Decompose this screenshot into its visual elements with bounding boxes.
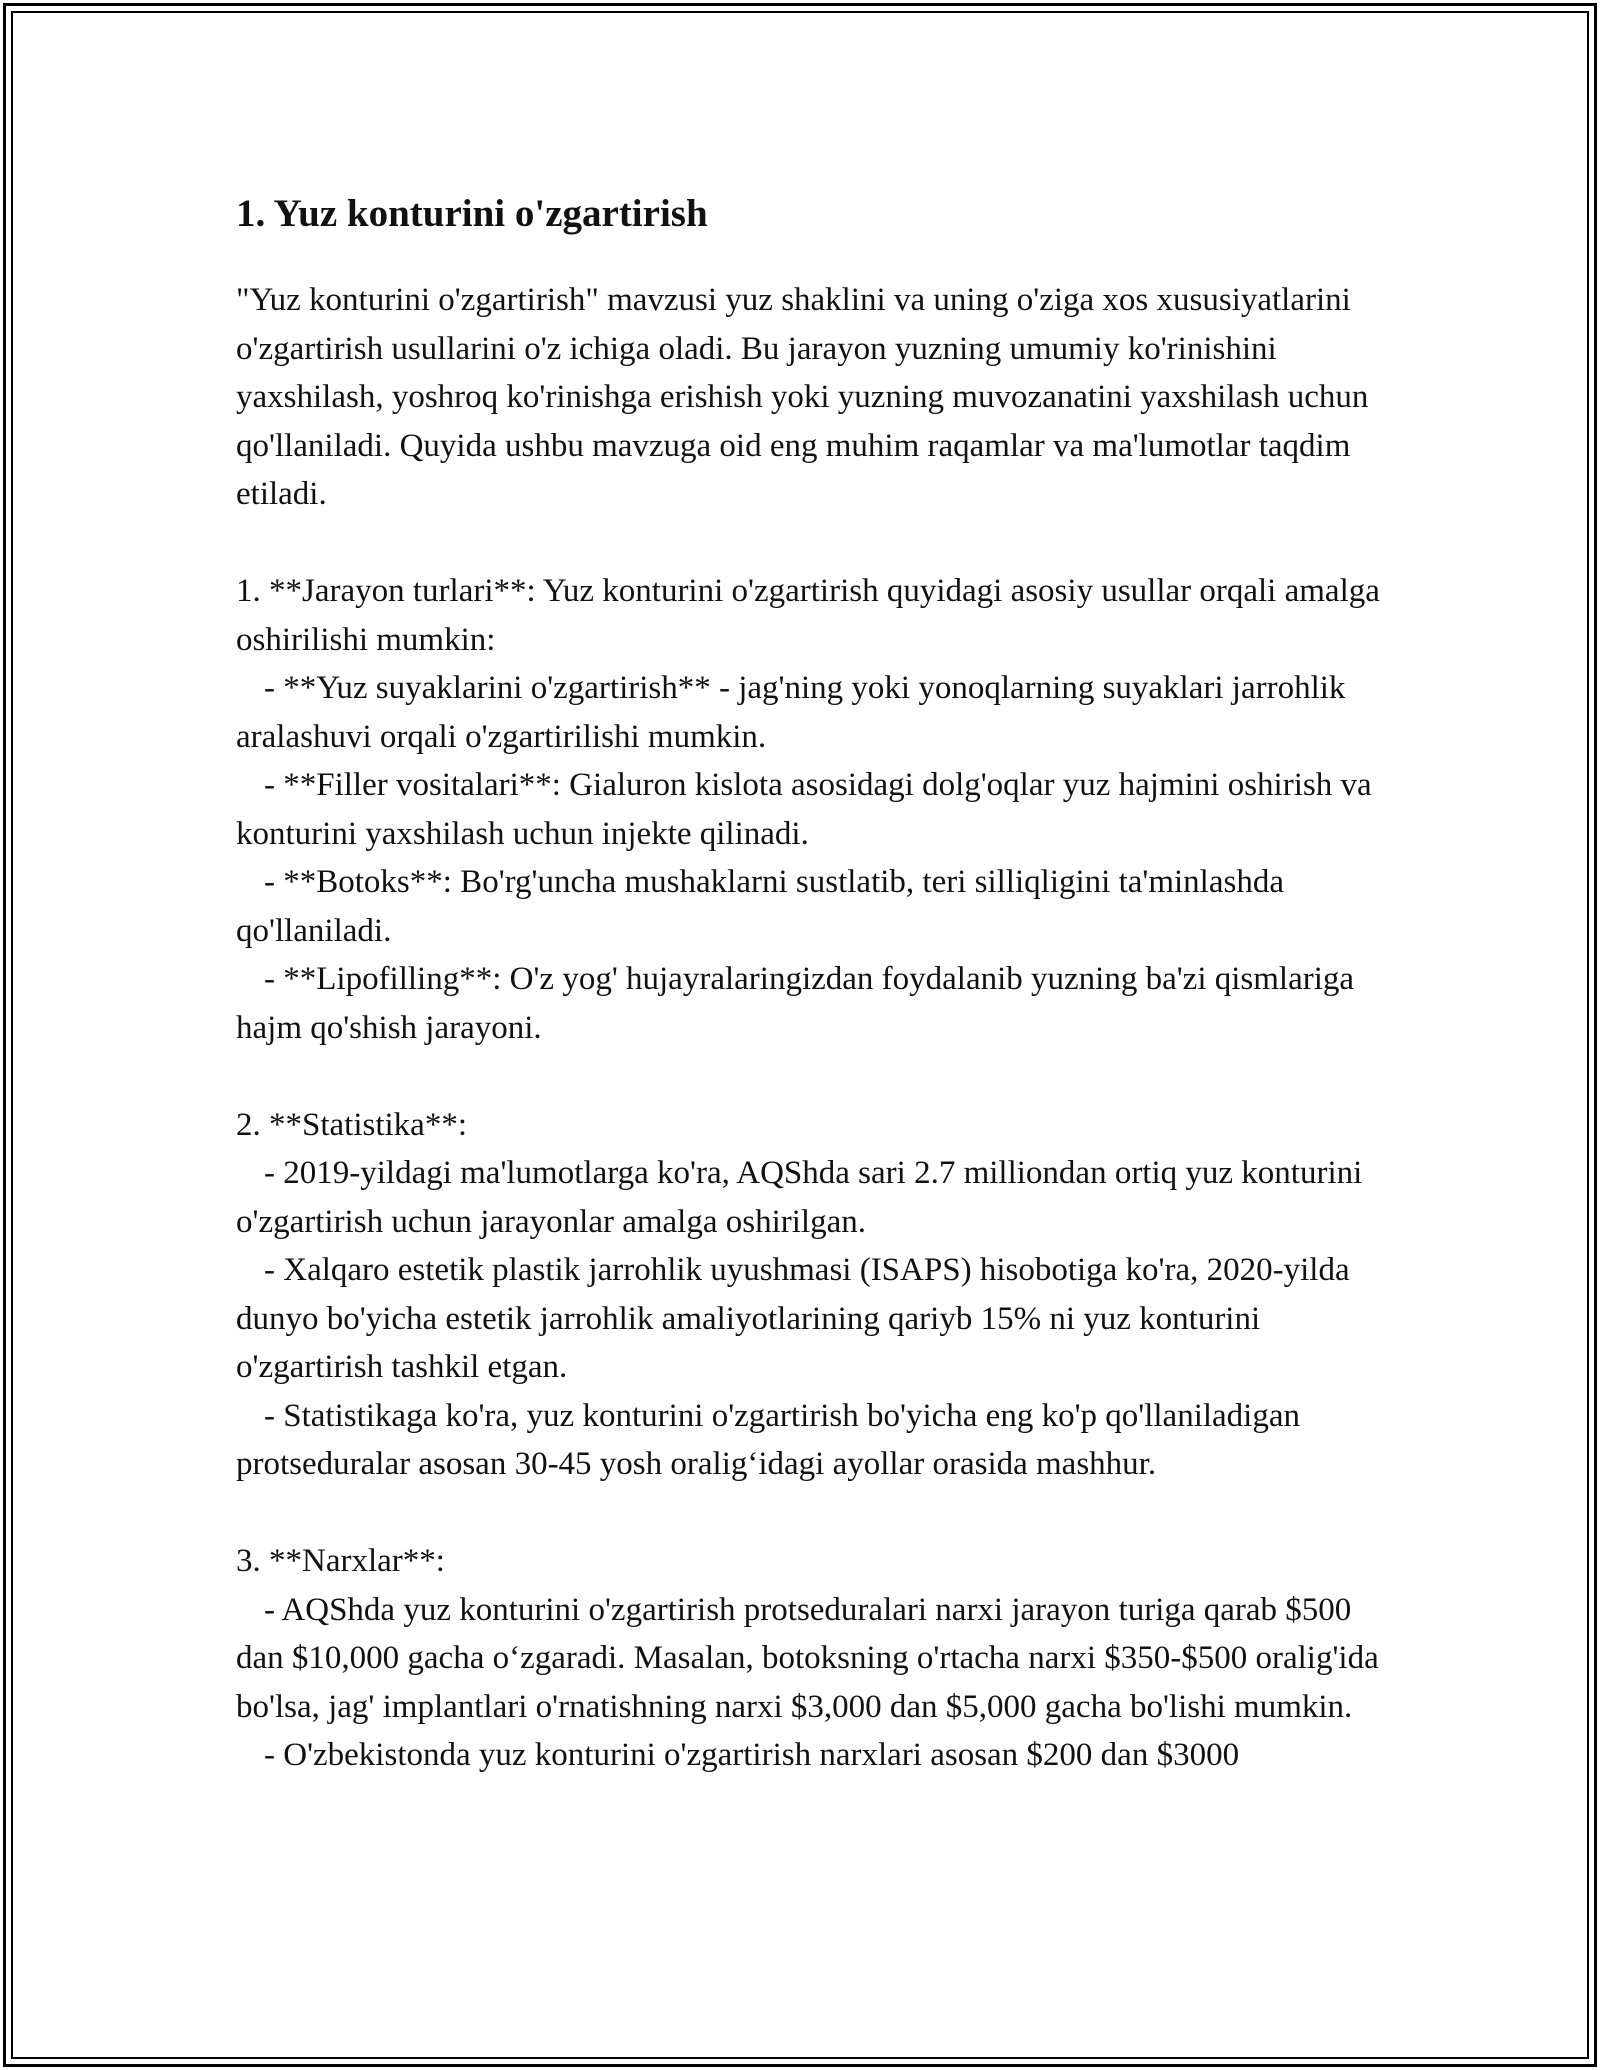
list-item: - Statistikaga ko'ra, yuz konturini o'zgartirish bo'yicha eng ko'p qo'llaniladigan protseduralar asosan 30-45 yosh oralig‘idagi ayollar orasida mashhur. — [236, 1397, 1300, 1482]
section-heading: 2. **Statistika**: — [236, 1106, 467, 1143]
list-item: - AQShda yuz konturini o'zgartirish protseduralari narxi jarayon turiga qarab $500 dan $10,000 gacha o‘zgaradi. Masalan, botoksning o'rtacha narxi $350-$500 oralig'ida bo'lsa, jag' implantlari o'rnatishning narxi $3,000 dan $5,000 gacha bo'lishi mumkin. — [236, 1591, 1379, 1725]
list-item: - **Lipofilling**: O'z yog' hujayralaringizdan foydalanib yuzning ba'zi qismlariga hajm qo'shish jarayoni. — [236, 961, 1355, 1046]
list-item: - **Botoks**: Bo'rg'uncha mushaklarni sustlatib, teri silliqligini ta'minlashda qo'llaniladi. — [236, 864, 1284, 949]
document-body — [236, 188, 1386, 1780]
list-item: - **Filler vositalari**: Gialuron kislota asosidagi dolg'oqlar yuz hajmini oshirish va konturini yaxshilash uchun injekte qilinadi. — [236, 767, 1372, 852]
list-item: - Xalqaro estetik plastik jarrohlik uyushmasi (ISAPS) hisobotiga ko'ra, 2020-yilda dunyo bo'yicha estetik jarrohlik amaliyotlarining qariyb 15% ni yuz konturini o'zgartirish tashkil etgan. — [236, 1252, 1350, 1385]
section-heading: 3. **Narxlar**: — [236, 1543, 445, 1579]
spacer — [236, 519, 1386, 568]
intro-paragraph: "Yuz konturini o'zgartirish" mavzusi yuz shaklini va uning o'ziga xos xususiyatlarini o'zgartirish usullarini o'z ichiga oladi. Bu jarayon yuzning umumiy ko'rinishini yaxshilash, yoshroq ko'rinishga erishish yoki yuzning muvozanatini yaxshilash uchun qo'llaniladi. Quyida ushbu mavzuga oid eng muhim raqamlar va ma'lumotlar taqdim etiladi. — [236, 282, 1369, 512]
section-process-types — [236, 567, 1386, 1052]
section-prices — [236, 1537, 1386, 1780]
document-title: 1. Yuz konturini o'zgartirish — [236, 192, 708, 235]
list-item: - **Yuz suyaklarini o'zgartirish** - jag'ning yoki yonoqlarning suyaklari jarrohlik aralashuvi orqali o'zgartirilishi mumkin. — [236, 670, 1346, 755]
list-item: - O'zbekistonda yuz konturini o'zgartirish narxlari asosan $200 dan $3000 — [264, 1737, 1240, 1773]
section-heading: 1. **Jarayon turlari**: Yuz konturini o'zgartirish quyidagi asosiy usullar orqali amalga oshirilishi mumkin: — [236, 573, 1380, 658]
list-item: - 2019-yildagi ma'lumotlarga ko'ra, AQShda sari 2.7 milliondan ortiq yuz konturini o'zgartirish uchun jarayonlar amalga oshirilgan. — [236, 1155, 1363, 1240]
spacer — [236, 1489, 1386, 1538]
section-statistics — [236, 1101, 1386, 1489]
spacer — [236, 1052, 1386, 1101]
